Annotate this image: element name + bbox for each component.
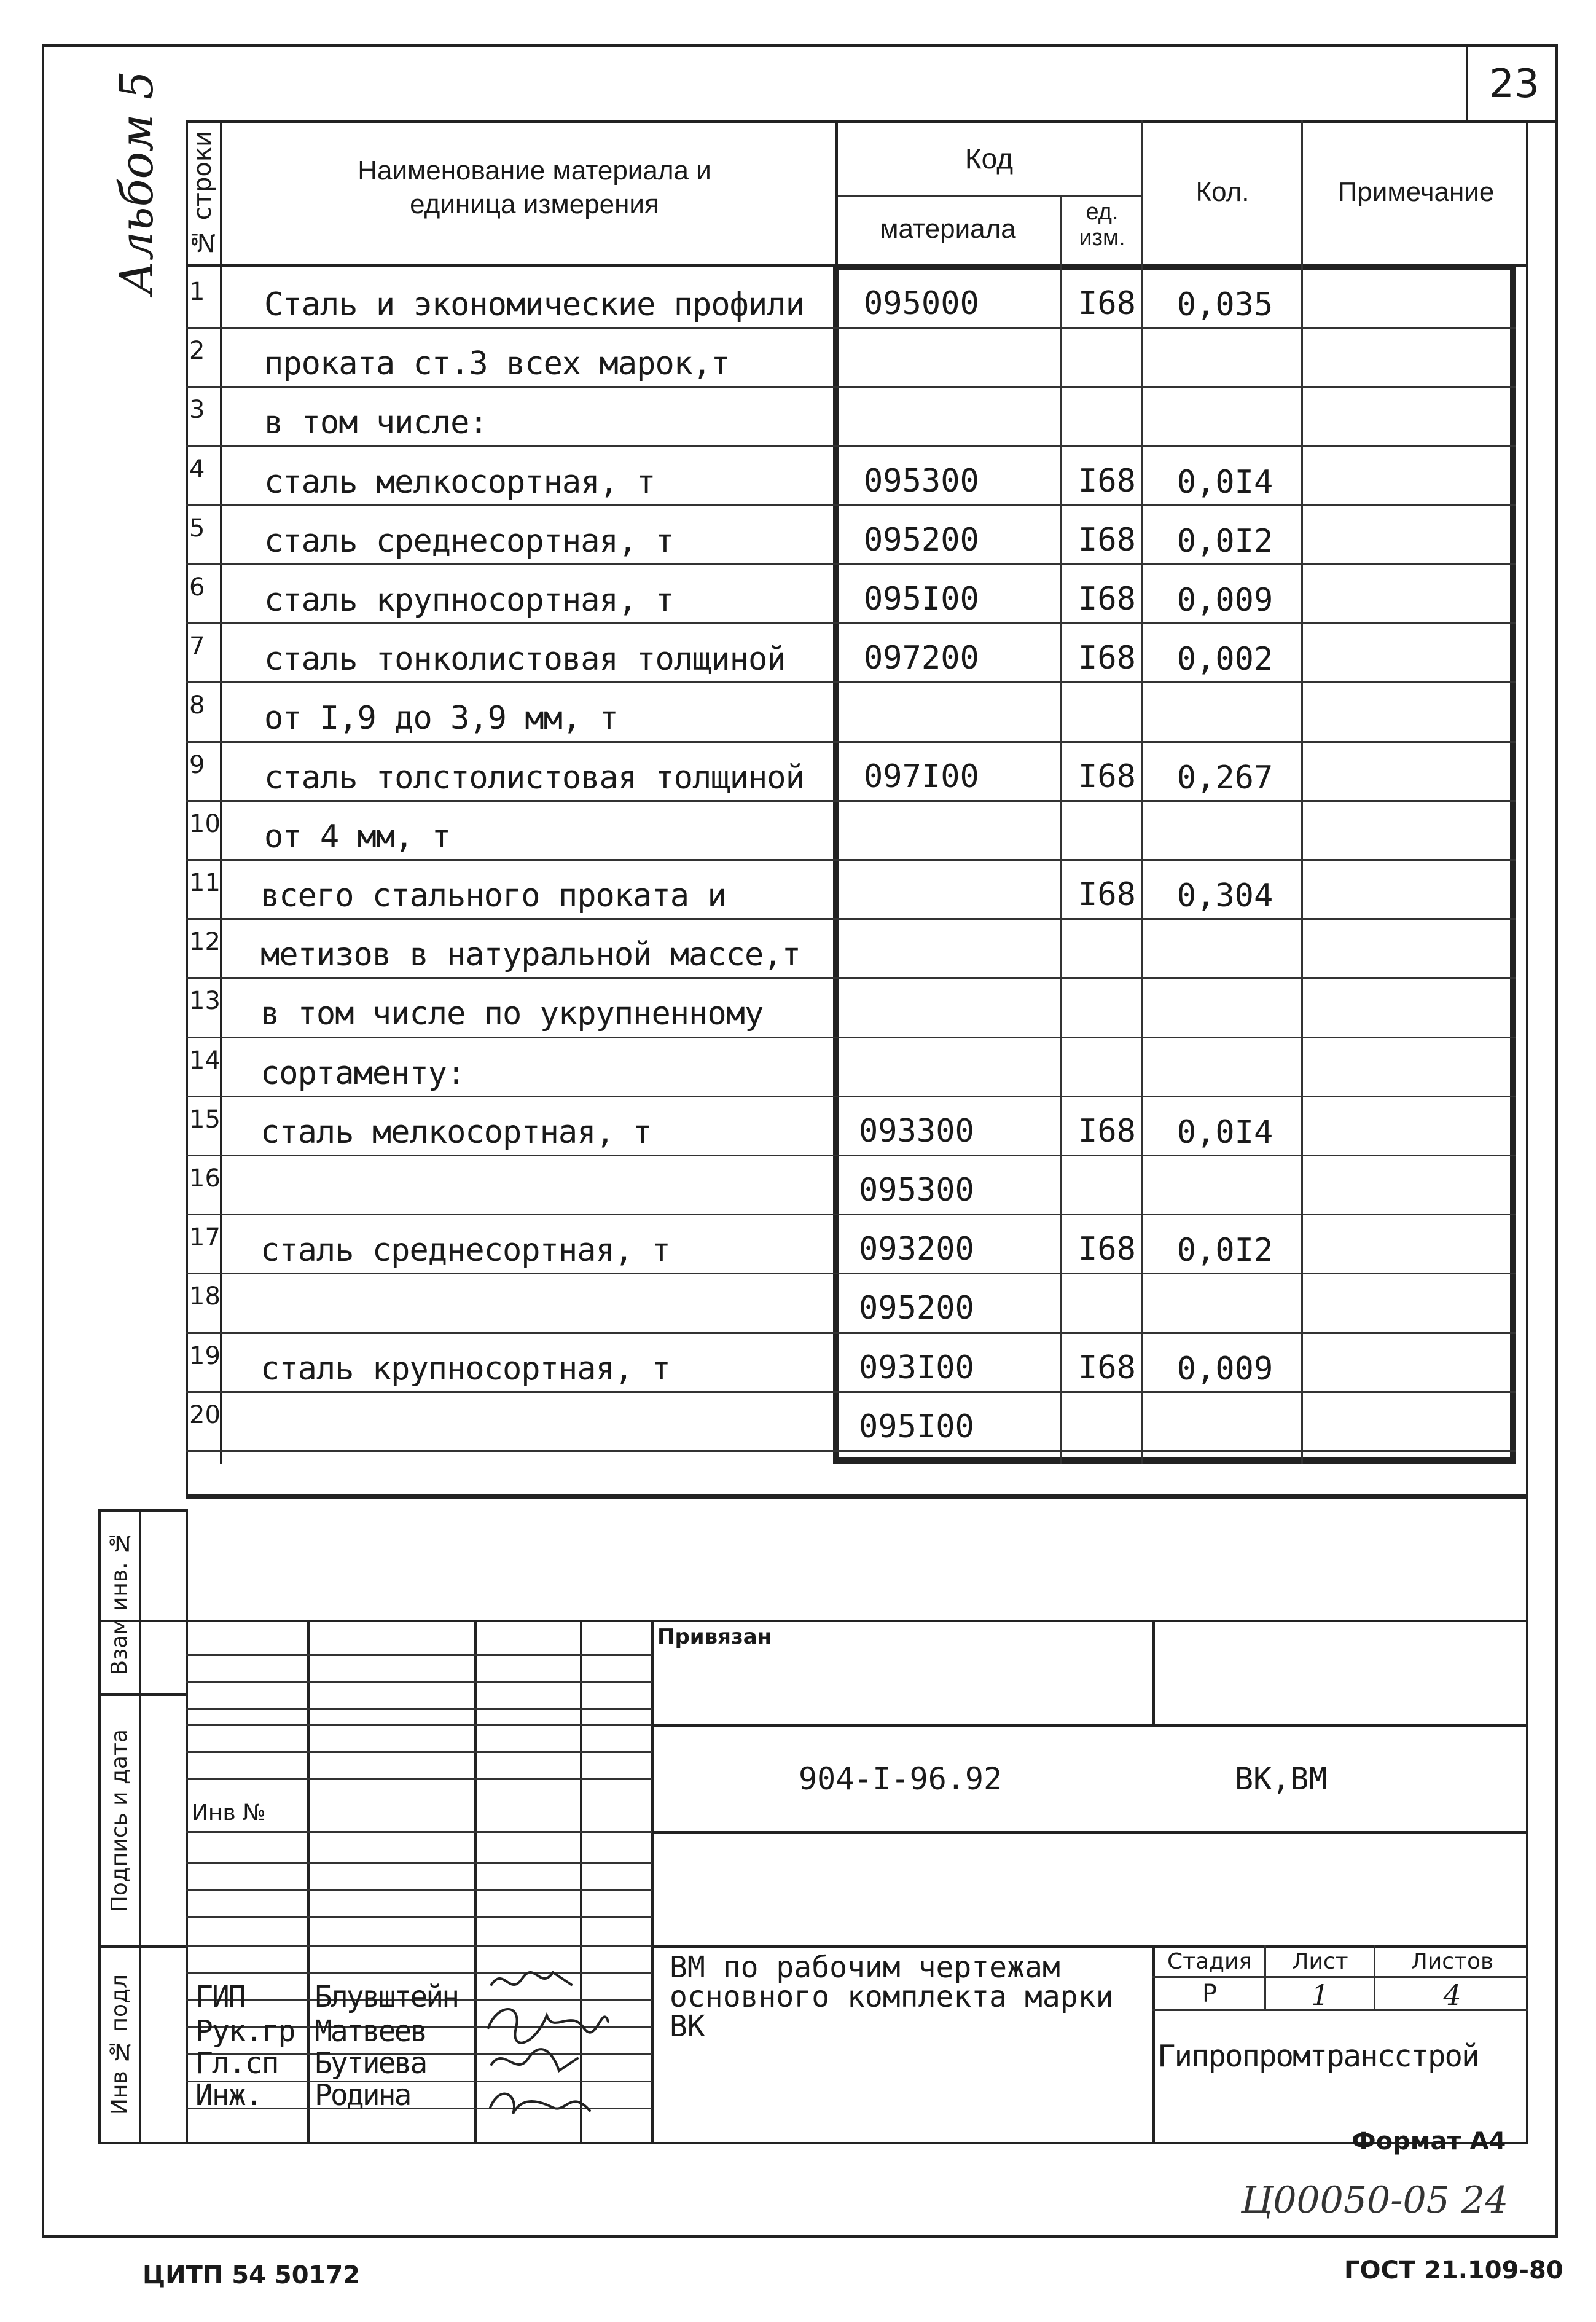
table-row xyxy=(186,1216,1528,1275)
title-grid-line xyxy=(186,1708,652,1710)
row-line xyxy=(186,1037,1516,1038)
header-row-no: № строки xyxy=(189,130,217,257)
footer-left: ЦИТП 54 50172 xyxy=(143,2261,361,2289)
row-line xyxy=(186,918,1516,920)
signature-3 xyxy=(491,2049,577,2071)
table-row xyxy=(186,1275,1528,1334)
row-line xyxy=(186,859,1516,861)
code-header-split xyxy=(835,195,1143,197)
inv-no-label: Инв № xyxy=(192,1800,266,1826)
row-number: 3 xyxy=(189,396,205,425)
row-line xyxy=(186,386,1516,388)
row-line xyxy=(186,1332,1516,1334)
material-code: 095I00 xyxy=(859,1408,974,1445)
side-label-podpis: Подпись и дата xyxy=(106,1728,132,1913)
unit-code: I68 xyxy=(1078,521,1136,559)
material-name: сталь тонколистовая толщиной xyxy=(264,641,786,678)
signature-2 xyxy=(488,2009,608,2043)
quantity: 0,304 xyxy=(1176,877,1273,914)
stage-divider-1 xyxy=(1264,1945,1266,2009)
row-number: 16 xyxy=(189,1164,221,1193)
quantity: 0,0I2 xyxy=(1176,522,1273,560)
material-code: 095300 xyxy=(859,1172,974,1209)
title-grid-line xyxy=(186,1831,652,1833)
material-name: сталь среднесортная, т xyxy=(264,522,674,560)
unit-code: I68 xyxy=(1078,1112,1136,1150)
table-row xyxy=(186,802,1528,861)
row-line xyxy=(186,977,1516,979)
row-number: 15 xyxy=(189,1105,221,1134)
material-name: сталь мелкосортная, т xyxy=(264,463,655,501)
material-name: от I,9 до 3,9 мм, т xyxy=(264,700,618,737)
sheets-label: Листов xyxy=(1410,1949,1494,1974)
stage-label: Стадия xyxy=(1167,1949,1253,1974)
format-label: Формат А4 xyxy=(1352,2127,1506,2155)
table-row xyxy=(186,979,1528,1038)
row-number: 8 xyxy=(189,691,205,720)
table-row xyxy=(186,1394,1528,1453)
table-row xyxy=(186,1098,1528,1157)
tb-right-line-2 xyxy=(652,1831,1528,1834)
header-material: материала xyxy=(880,214,1016,244)
signature-1 xyxy=(491,1972,571,1985)
title-grid-line xyxy=(186,1778,652,1780)
person-name: Родина xyxy=(315,2078,410,2112)
row-number: 5 xyxy=(189,514,205,543)
title-grid-line xyxy=(186,1681,652,1683)
unit-code: I68 xyxy=(1078,640,1136,677)
table-row xyxy=(186,270,1528,329)
table-row xyxy=(186,329,1528,388)
stage-header-line xyxy=(1152,1976,1528,1978)
title-grid-line xyxy=(186,1945,652,1947)
lower-block-line-1 xyxy=(186,1497,1528,1499)
unit-code: I68 xyxy=(1078,876,1136,913)
material-name: всего стального проката и xyxy=(260,877,726,914)
row-number: 13 xyxy=(189,987,221,1016)
material-code: 093200 xyxy=(859,1231,974,1268)
album-label: Альбом 5 xyxy=(111,70,163,295)
table-row xyxy=(186,566,1528,625)
row-line xyxy=(186,563,1516,565)
signature-4 xyxy=(490,2094,590,2114)
sheet-label: Лист xyxy=(1292,1949,1348,1974)
tb-col-date xyxy=(651,1620,654,2144)
title-grid-line xyxy=(186,1862,652,1864)
row-line xyxy=(186,327,1516,329)
unit-code: I68 xyxy=(1078,581,1136,618)
person-role: Инж. xyxy=(195,2078,262,2112)
row-number: 18 xyxy=(189,1282,221,1311)
tb-right-line-3 xyxy=(652,1945,1528,1948)
table-row xyxy=(186,684,1528,743)
material-code: 095200 xyxy=(864,521,979,559)
material-name: сталь крупносортная, т xyxy=(260,1350,670,1387)
title-grid-line xyxy=(186,1751,652,1753)
quantity: 0,0I4 xyxy=(1176,1113,1273,1151)
material-code: 095000 xyxy=(864,285,979,322)
material-code: 095I00 xyxy=(864,581,979,618)
material-name: сталь толстолистовая толщиной xyxy=(264,759,804,796)
quantity: 0,009 xyxy=(1176,582,1273,619)
table-row xyxy=(186,861,1528,920)
table-row xyxy=(186,448,1528,507)
person-name: Матвеев xyxy=(315,2014,426,2049)
header-note: Примечание xyxy=(1337,177,1495,207)
header-qty: Кол. xyxy=(1195,177,1250,207)
sheets-value: 4 xyxy=(1443,1979,1461,2012)
row-number: 10 xyxy=(189,809,221,838)
page-number: 23 xyxy=(1489,61,1539,107)
side-label-inv-podl: Инв № подл xyxy=(106,1974,132,2116)
title-grid-line xyxy=(186,1889,652,1891)
title-grid-line xyxy=(186,1916,652,1918)
mark: ВК,ВМ xyxy=(1235,1761,1328,1797)
quantity: 0,0I2 xyxy=(1176,1232,1273,1269)
row-number: 12 xyxy=(189,928,221,957)
title-grid-line xyxy=(186,1654,652,1656)
row-line xyxy=(186,1273,1516,1274)
header-code: Код xyxy=(964,143,1014,175)
row-line xyxy=(186,1155,1516,1156)
material-code: 097200 xyxy=(864,640,979,677)
row-line xyxy=(186,445,1516,447)
unit-code: I68 xyxy=(1078,285,1136,322)
material-code: 095300 xyxy=(864,462,979,500)
tb-privyazan-divider xyxy=(1152,1620,1155,1724)
table-row xyxy=(186,743,1528,802)
row-number: 11 xyxy=(189,869,221,897)
quantity: 0,0I4 xyxy=(1176,463,1273,501)
table-row xyxy=(186,920,1528,979)
title-grid-line xyxy=(186,1724,652,1726)
header-unit: ед. изм. xyxy=(1079,199,1125,251)
quantity: 0,267 xyxy=(1176,759,1273,796)
row-number: 4 xyxy=(189,455,205,484)
sheet-value: 1 xyxy=(1311,1979,1329,2012)
quantity: 0,009 xyxy=(1176,1350,1273,1387)
material-name: сталь среднесортная, т xyxy=(260,1232,670,1269)
organization: Гипропромтрансстрой xyxy=(1157,2039,1479,2074)
row-line xyxy=(186,1450,1516,1452)
row-number: 9 xyxy=(189,750,205,779)
row-line xyxy=(186,800,1516,802)
side-label-vzam: Взам инв. № xyxy=(106,1529,132,1676)
footer-right: ГОСТ 21.109-80 xyxy=(1344,2256,1563,2285)
handwritten-code: Ц00050-05 24 xyxy=(1241,2179,1509,2222)
material-code: 093I00 xyxy=(859,1349,974,1386)
person-name: Бутиева xyxy=(315,2046,426,2081)
material-code: 097I00 xyxy=(864,758,979,795)
row-line xyxy=(186,681,1516,683)
material-name: Сталь и экономические профили xyxy=(264,286,804,323)
quantity: 0,002 xyxy=(1176,641,1273,678)
person-role: ГИП xyxy=(195,1980,245,2014)
material-name: сталь крупносортная, т xyxy=(264,582,674,619)
tb-col-role xyxy=(307,1620,310,2144)
row-line xyxy=(186,1214,1516,1215)
row-number: 2 xyxy=(189,337,205,366)
unit-code: I68 xyxy=(1078,758,1136,795)
table-row xyxy=(186,507,1528,566)
stage-divider-2 xyxy=(1374,1945,1375,2009)
document-title: ВМ по рабочим чертежам основного комплекта марки ВК xyxy=(670,1950,1114,2044)
row-number: 14 xyxy=(189,1046,221,1075)
page-number-divider xyxy=(1466,44,1468,122)
tb-title-divider xyxy=(1152,1945,1155,2144)
tb-col-name xyxy=(474,1620,477,2144)
material-code: 093300 xyxy=(859,1112,974,1150)
table-row xyxy=(186,388,1528,447)
tb-right-line-1 xyxy=(652,1724,1528,1727)
row-number: 20 xyxy=(189,1400,221,1429)
row-number: 6 xyxy=(189,573,205,602)
header-name: Наименование материала и единица измерения xyxy=(358,155,711,219)
row-line xyxy=(186,622,1516,624)
material-name: от 4 мм, т xyxy=(264,818,451,855)
header-bottom-line xyxy=(186,264,1528,267)
row-line xyxy=(186,1391,1516,1393)
unit-code: I68 xyxy=(1078,1349,1136,1386)
row-number: 1 xyxy=(189,278,205,306)
person-name: Блувштейн xyxy=(315,1980,458,2014)
material-name: метизов в натуральной массе,т xyxy=(260,936,800,974)
table-row xyxy=(186,625,1528,684)
row-number: 19 xyxy=(189,1341,221,1370)
material-name: сортаменту: xyxy=(260,1054,466,1092)
unit-code: I68 xyxy=(1078,1231,1136,1268)
row-number: 7 xyxy=(189,632,205,661)
row-line xyxy=(186,1096,1516,1097)
row-number: 17 xyxy=(189,1223,221,1252)
material-name: в том числе по укрупненному xyxy=(260,995,764,1033)
signatures-drawing xyxy=(485,1960,620,2157)
quantity: 0,035 xyxy=(1176,286,1273,323)
person-role: Рук.гр xyxy=(195,2014,295,2049)
material-code: 095200 xyxy=(859,1290,974,1327)
designation: 904-I-96.92 xyxy=(799,1761,1003,1797)
stage-value: Р xyxy=(1202,1980,1218,2008)
material-name: в том числе: xyxy=(264,404,488,442)
person-role: Гл.сп xyxy=(195,2046,278,2081)
margin-stamp-divider xyxy=(139,1509,141,2144)
row-line xyxy=(186,741,1516,743)
unit-code: I68 xyxy=(1078,462,1136,500)
table-row xyxy=(186,1039,1528,1098)
privyazan-label: Привязан xyxy=(657,1625,772,1649)
material-name: сталь мелкосортная, т xyxy=(260,1113,652,1151)
row-line xyxy=(186,504,1516,506)
material-name: проката ст.3 всех марок,т xyxy=(264,345,730,383)
table-row xyxy=(186,1157,1528,1216)
table-row xyxy=(186,1335,1528,1394)
